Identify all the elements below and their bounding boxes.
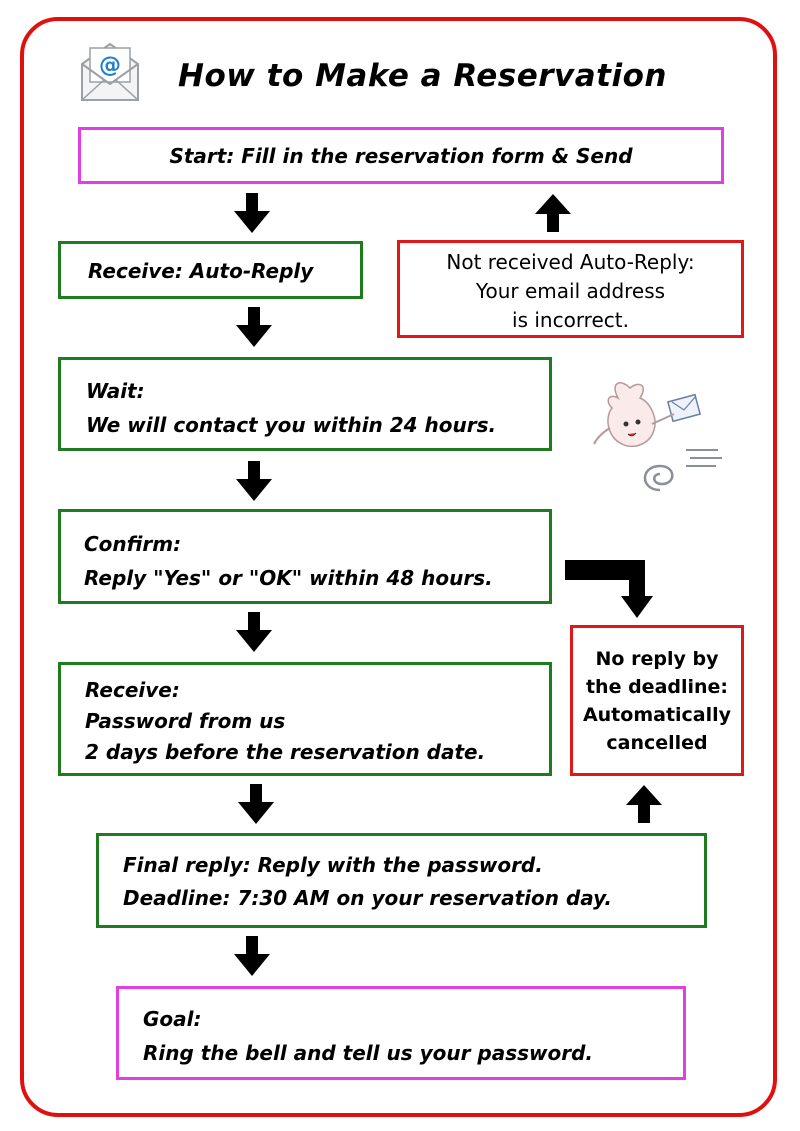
email-envelope-icon bbox=[78, 38, 142, 102]
no-auto-reply-line-2: Your email address bbox=[475, 279, 666, 303]
goal-text: Ring the bell and tell us your password. bbox=[143, 1041, 594, 1065]
receive-password-box bbox=[58, 662, 552, 776]
no-reply-line-1: No reply by bbox=[595, 648, 719, 670]
no-auto-reply-line-1: Not received Auto-Reply: bbox=[446, 250, 695, 274]
auto-reply-box bbox=[58, 241, 363, 299]
confirm-box bbox=[58, 509, 552, 604]
no-reply-line-3: Automatically bbox=[582, 704, 732, 726]
receive-heading: Receive: bbox=[85, 678, 180, 702]
no-reply-line-2: the deadline: bbox=[585, 676, 729, 698]
no-reply-box bbox=[570, 625, 744, 776]
svg-text:@: @ bbox=[99, 53, 121, 78]
wait-heading: Wait: bbox=[86, 379, 145, 403]
confirm-heading: Confirm: bbox=[84, 532, 182, 556]
wait-box bbox=[58, 357, 552, 451]
start-box bbox=[78, 127, 724, 184]
no-reply-line-4: cancelled bbox=[606, 732, 708, 754]
final-reply-box bbox=[96, 833, 707, 928]
receive-line-1: Password from us bbox=[85, 709, 286, 733]
start-text: Start: Fill in the reservation form & Send bbox=[169, 144, 633, 168]
arrow-up-2 bbox=[623, 783, 665, 825]
goal-box bbox=[116, 986, 686, 1080]
confirm-text: Reply "Yes" or "OK" within 48 hours. bbox=[84, 566, 493, 590]
wait-text: We will contact you within 24 hours. bbox=[86, 413, 497, 437]
arrow-down-3 bbox=[234, 461, 274, 503]
arrow-elbow-to-cancel bbox=[565, 560, 660, 620]
final-reply-line-2: Deadline: 7:30 AM on your reservation day. bbox=[123, 886, 612, 910]
receive-line-2: 2 days before the reservation date. bbox=[85, 740, 486, 764]
arrow-down-1 bbox=[232, 193, 272, 235]
goal-heading: Goal: bbox=[143, 1007, 202, 1031]
arrow-down-4 bbox=[234, 612, 274, 654]
auto-reply-text: Receive: Auto-Reply bbox=[88, 259, 314, 283]
page-title: How to Make a Reservation bbox=[178, 58, 667, 94]
no-auto-reply-line-3: is incorrect. bbox=[512, 308, 629, 332]
rabbit-mail-carrier-icon bbox=[590, 378, 730, 508]
no-auto-reply-box bbox=[397, 240, 744, 338]
final-reply-line-1: Final reply: Reply with the password. bbox=[123, 853, 543, 877]
arrow-down-6 bbox=[232, 936, 272, 978]
arrow-down-2 bbox=[234, 307, 274, 349]
arrow-up-1 bbox=[532, 192, 574, 234]
arrow-down-5 bbox=[236, 784, 276, 826]
